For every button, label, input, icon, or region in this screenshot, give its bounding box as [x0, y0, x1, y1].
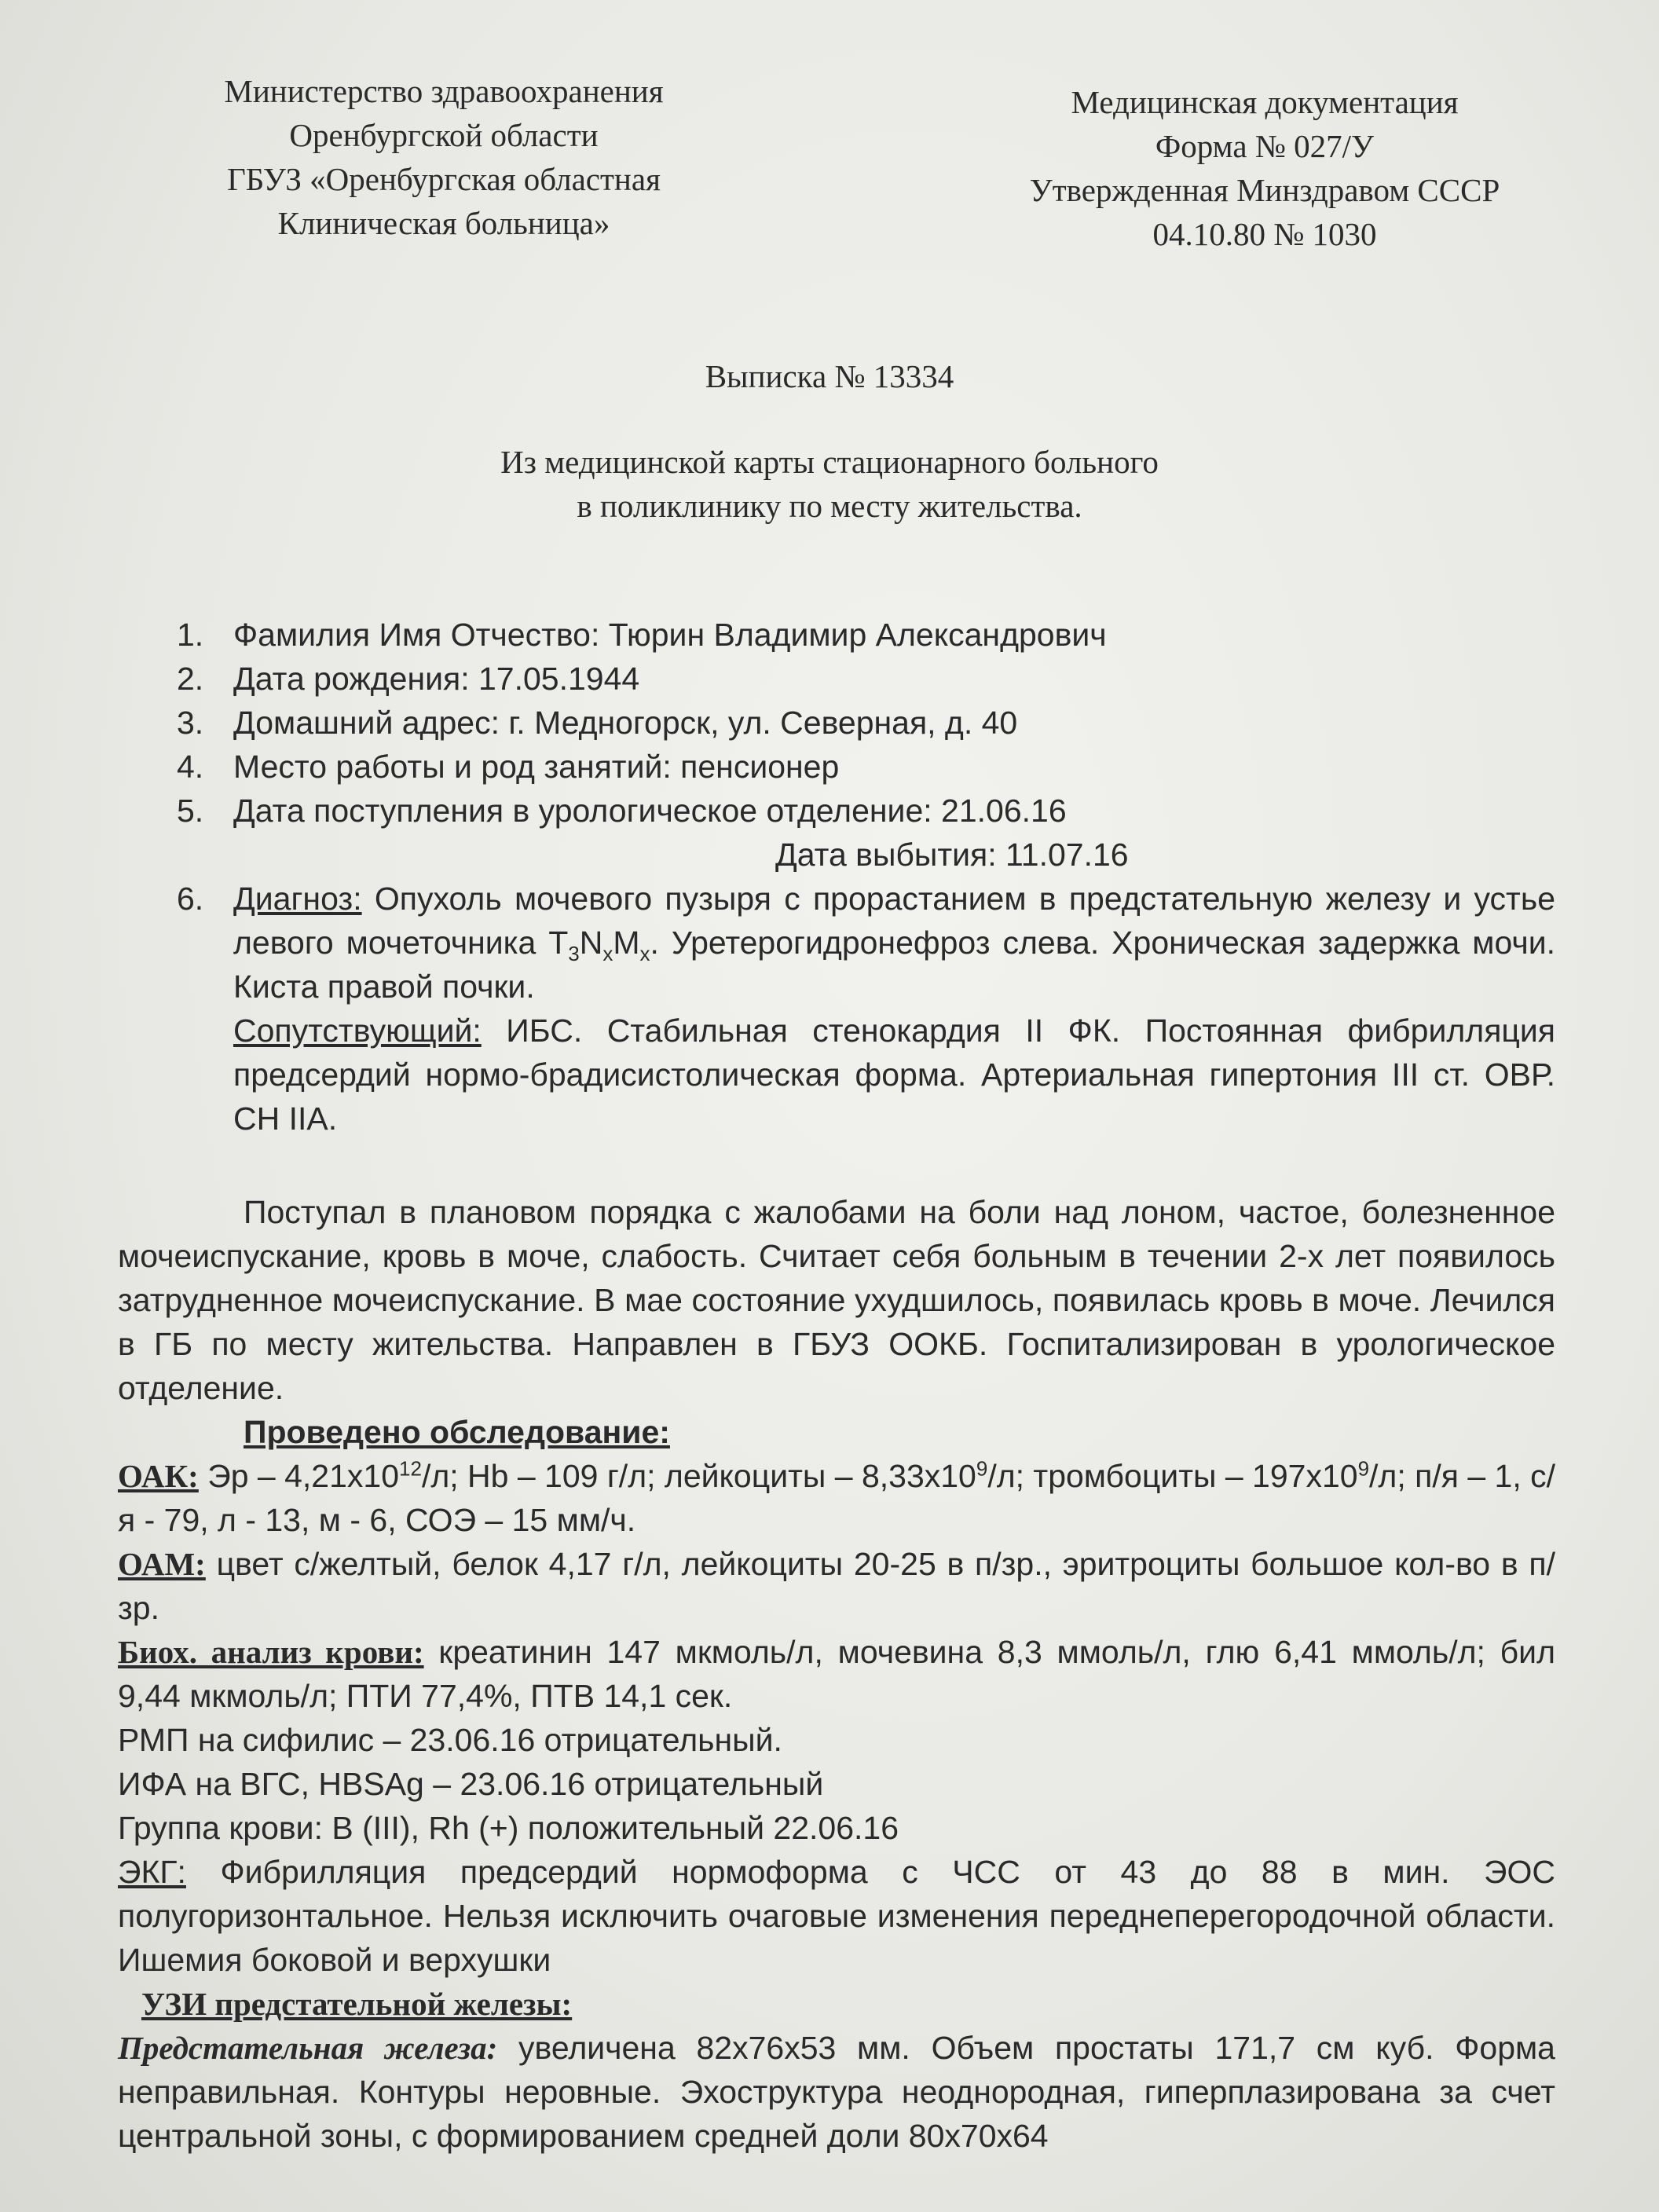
form-line: Медицинская документация	[1071, 84, 1459, 120]
diagnosis-text-cont: . Уретерогидронефроз слева. Хроническая задержка мочи. Киста правой почки.	[233, 925, 1556, 1005]
form-line: Утвержденная Минздравом СССР	[1029, 172, 1500, 208]
oak-label: ОАК:	[118, 1458, 199, 1494]
form-line: Форма № 027/У	[1155, 128, 1375, 164]
uzi-heading: УЗИ предстательной железы:	[141, 1986, 573, 2022]
form-header	[966, 80, 1563, 256]
admission-date: Дата поступления в урологическое отделение: 21.06.16	[233, 793, 1067, 829]
item-text: Фамилия Имя Отчество: Тюрин Владимир Александрович	[233, 617, 1107, 653]
issuer-header	[153, 69, 734, 245]
item-number: 1.	[177, 617, 204, 653]
biochem-text: креатинин 147 мкмоль/л, мочевина 8,3 ммоль/л, глю 6,41 ммоль/л; бил 9,44 мкмоль/л; ПТИ 77,4%, ПТВ 14,1 сек.	[118, 1634, 1555, 1714]
rmp-result: РМП на сифилис – 23.06.16 отрицательный.	[118, 1722, 782, 1758]
item-text: Домашний адрес: г. Медногорск, ул. Северная, д. 40	[233, 705, 1018, 741]
comorbid-text: ИБС. Стабильная стенокардия II ФК. Постоянная фибрилляция предсердий нормо-брадисистолическая форма. Артериальная гипертония III ст. ОВР. СН IIA.	[233, 1013, 1555, 1137]
list-item-birthdate	[177, 657, 1555, 701]
biochem-result	[118, 1630, 1555, 1718]
oak-text: /л; п/я – 1, с/я - 79, л - 13, м - 6, СОЭ – 15 мм/ч.	[118, 1458, 1555, 1538]
list-item-name	[177, 613, 1555, 657]
patient-info-list	[177, 613, 1555, 1141]
issuer-line: ГБУЗ «Оренбургская областная	[227, 161, 661, 197]
comorbid-diagnosis	[233, 1009, 1555, 1141]
biochem-label: Биох. анализ крови:	[118, 1634, 424, 1670]
oak-result	[118, 1454, 1555, 1542]
document-subtitle	[0, 440, 1659, 528]
tnm-t-index: 3	[568, 942, 580, 966]
issuer-line: Министерство здравоохранения	[224, 73, 664, 109]
list-item-occupation	[177, 745, 1555, 789]
blood-group: Группа крови: B (III), Rh (+) положительный 22.06.16	[118, 1810, 899, 1846]
item-number: 5.	[177, 793, 204, 829]
oak-text: Эр – 4,21x10	[198, 1458, 400, 1494]
item-number: 6.	[177, 881, 204, 917]
ifa-result: ИФА на ВГС, HBSAg – 23.06.16 отрицательный	[118, 1766, 824, 1802]
comorbid-label: Сопутствующий:	[233, 1013, 482, 1049]
clinical-body	[118, 1190, 1555, 2158]
prostate-text: увеличена 82x76x53 мм. Объем простаты 171,7 см куб. Форма неправильная. Контуры неровные. Эхоструктура неоднородная, гиперплазирована за счет центральной зоны, с формированием средней доли 80x70x64	[118, 2030, 1555, 2154]
subtitle-line: Из медицинской карты стационарного больного	[500, 444, 1159, 480]
item-number: 3.	[177, 705, 204, 741]
diagnosis-text: Опухоль мочевого пузыря с прорастанием в предстательную железу и устье левого мочеточника T	[233, 881, 1555, 961]
oak-exp: 9	[976, 1456, 988, 1481]
complaints-paragraph: Поступал в плановом порядка с жалобами на боли над лоном, частое, болезненное мочеиспускание, кровь в моче, слабость. Считает себя больным в течении 2-х лет появилось затрудненное мочеиспускание. В мае состояние ухудшилось, появилась кровь в моче. Лечился в ГБ по месту жительства. Направлен в ГБУЗ ООКБ. Госпитализирован в урологическое отделение.	[118, 1194, 1555, 1406]
prostate-result	[118, 2026, 1555, 2158]
oak-text: /л; тромбоциты – 197x10	[987, 1458, 1358, 1494]
list-item-admission	[177, 789, 1555, 877]
exam-heading: Проведено обследование:	[244, 1414, 670, 1450]
tnm-n-index: x	[602, 942, 613, 966]
diagnosis-block	[233, 877, 1555, 1141]
oam-result	[118, 1542, 1555, 1630]
diagnosis-label: Диагноз:	[233, 881, 362, 917]
oak-text: /л; Hb – 109 г/л; лейкоциты – 8,33x10	[421, 1458, 976, 1494]
tnm-n: N	[579, 925, 603, 961]
oak-exp: 12	[399, 1456, 422, 1481]
tnm-m-index: x	[639, 942, 650, 966]
tnm-m: M	[613, 925, 640, 961]
oam-label: ОАМ:	[118, 1546, 206, 1582]
issuer-line: Клиническая больница»	[277, 205, 610, 241]
issuer-line: Оренбургской области	[289, 117, 599, 153]
list-item-diagnosis	[177, 877, 1555, 1141]
form-line: 04.10.80 № 1030	[1152, 216, 1377, 252]
diagnosis-main	[233, 877, 1555, 1009]
ekg-result	[118, 1850, 1555, 1982]
subtitle-line: в поликлинику по месту жительства.	[577, 488, 1082, 524]
item-text: Место работы и род занятий: пенсионер	[233, 749, 840, 785]
list-item-address	[177, 701, 1555, 745]
discharge-date: Дата выбытия: 11.07.16	[775, 837, 1129, 873]
document-title: Выписка № 13334	[705, 358, 954, 394]
item-text	[233, 789, 1555, 877]
item-text: Дата рождения: 17.05.1944	[233, 661, 640, 697]
oak-exp: 9	[1357, 1456, 1370, 1481]
prostate-label: Предстательная железа:	[118, 2030, 498, 2066]
oam-text: цвет с/желтый, белок 4,17 г/л, лейкоциты 20-25 в п/зр., эритроциты большое кол-во в п/зр.	[118, 1546, 1555, 1626]
item-number: 4.	[177, 749, 204, 785]
item-number: 2.	[177, 661, 204, 697]
ekg-label: ЭКГ:	[118, 1854, 186, 1890]
ekg-text: Фибрилляция предсердий нормоформа с ЧСС от 43 до 88 в мин. ЭОС полугоризонтальное. Нельзя исключить очаговые изменения переднеперегородочной области. Ишемия боковой и верхушки	[118, 1854, 1555, 1978]
